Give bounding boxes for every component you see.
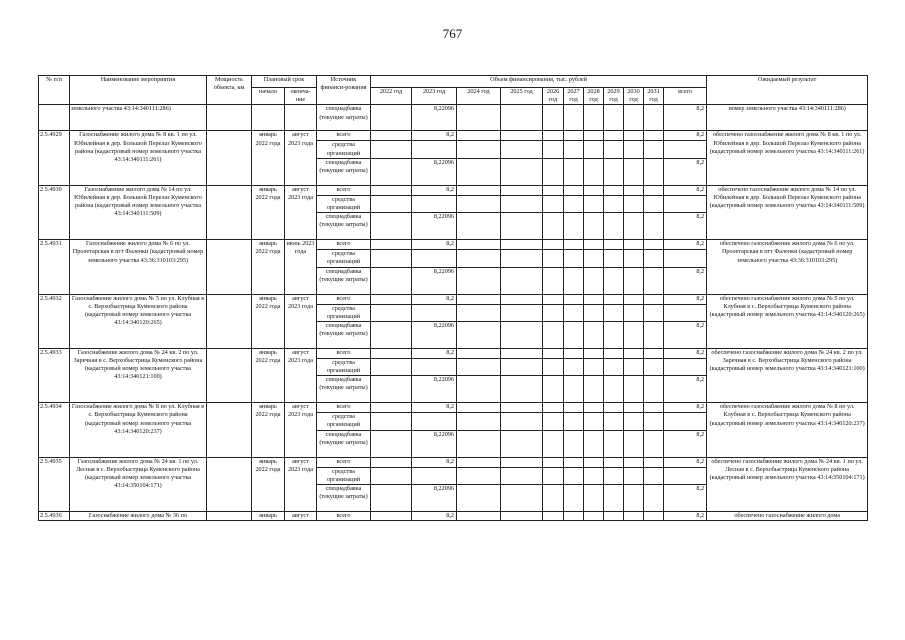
source-spec: спецнадбавка (текущие затраты) — [317, 158, 371, 185]
table-body — [39, 105, 868, 521]
table-row — [39, 403, 868, 413]
value-total: 8,2 — [664, 321, 707, 348]
source-total: всего — [317, 185, 371, 195]
row-start: январь 2022 года — [252, 185, 285, 239]
row-result: обеспечено газоснабжение жилого дома № 24 кв. 1 по ул. Лесная в с. Верхобыстрица Куменского района (кадастровый номер земельного участка 43:14:350104:171) — [707, 457, 868, 511]
row-end: август 2023 года — [285, 131, 317, 185]
table-row — [39, 294, 868, 304]
header-name: Наименование мероприятия — [70, 76, 207, 105]
value-2023: 8,22096 — [412, 321, 457, 348]
header-period: Плановый срок — [252, 76, 317, 88]
value-total: 8,2 — [664, 240, 707, 250]
header-year: 2022 год — [371, 88, 412, 105]
source-spec: спецнадбавка (текущие затраты) — [317, 485, 371, 512]
value-2023: 8,22096 — [412, 213, 457, 240]
row-num: 2.5.4936 — [39, 512, 70, 521]
header-capacity: Мощность объекта, км — [207, 76, 252, 105]
row-num: 2.5.4930 — [39, 185, 70, 239]
table-row — [39, 512, 868, 521]
value-2023: 8,22096 — [412, 267, 457, 294]
table-row — [39, 240, 868, 250]
value-2023: 8,2 — [412, 457, 457, 467]
value-2023: 8,2 — [412, 131, 457, 141]
value-total: 8,2 — [664, 213, 707, 240]
source-spec: спецнадбавка (текущие затраты) — [317, 430, 371, 457]
row-result: обеспечено газоснабжение жилого дома № 8 по ул. Клубная в с. Верхобыстрица Куменского района (кадастровый номер земельного участка 43:14:340120:237) — [707, 403, 868, 457]
source-org: средства организаций — [317, 195, 371, 212]
header-year: 2027 год — [564, 88, 584, 105]
row-num: 2.5.4932 — [39, 294, 70, 348]
row-end: август 2023 года — [285, 348, 317, 402]
carry-result: номер земельного участка 43:14:340111:286) — [707, 105, 868, 131]
value-total: 8,2 — [664, 512, 707, 521]
header-year: 2024 год — [457, 88, 501, 105]
source-org: средства организаций — [317, 141, 371, 158]
row-result: обеспечено газоснабжение жилого дома № 14 по ул. Юбилейная в дер. Большой Перелаз Куменского района (кадастровый номер земельного участка 43:14:340111:509) — [707, 185, 868, 239]
carry-row — [39, 105, 868, 131]
row-name: Газоснабжение жилого дома № 6 по ул. Пролетарская в пгт Фаленки (кадастровый номер земельного участка 43:36:310103:295) — [70, 240, 207, 294]
row-name: Газоснабжение жилого дома № 36 по — [70, 512, 207, 521]
row-end: август 2023 года — [285, 294, 317, 348]
header-result: Ожидаемый результат — [707, 76, 868, 105]
row-num: 2.5.4935 — [39, 457, 70, 511]
header-source: Источник финанси-рования — [317, 76, 371, 105]
header-funding: Объем финансирования, тыс. рублей — [371, 76, 707, 88]
table-row — [39, 131, 868, 141]
value-total: 8,2 — [664, 158, 707, 185]
header-end: оконча-ние — [285, 88, 317, 105]
row-start: январь 2022 года — [252, 131, 285, 185]
header-total: всего — [664, 88, 707, 105]
row-name: Газоснабжение жилого дома № 24 кв. 2 по ул. Заречная в с. Верхобыстрица Куменского района (кадастровый номер земельного участка 43:14:340121:100) — [70, 348, 207, 402]
source-spec: спецнадбавка (текущие затраты) — [317, 321, 371, 348]
source-spec: спецнадбавка (текущие затраты) — [317, 213, 371, 240]
row-end: июнь 2023 года — [285, 240, 317, 294]
row-result: обеспечено газоснабжение жилого дома № 6 по ул. Пролетарская в пгт Фаленки (кадастровый номер земельного участка 43:36:310103:295) — [707, 240, 868, 294]
table-row — [39, 457, 868, 467]
value-2023: 8,2 — [412, 294, 457, 304]
row-num: 2.5.4931 — [39, 240, 70, 294]
source-total: всего — [317, 403, 371, 413]
value-total: 8,2 — [664, 403, 707, 413]
row-name: Газоснабжение жилого дома № 14 по ул. Юбилейная в дер. Большой Перелаз Куменского района (кадастровый номер земельного участка 43:14:340111:509) — [70, 185, 207, 239]
table-row — [39, 348, 868, 358]
row-name: Газоснабжение жилого дома № 24 кв. 1 по ул. Лесная в с. Верхобыстрица Куменского района (кадастровый номер земельного участка 43:14:350104:171) — [70, 457, 207, 511]
value-2023: 8,22096 — [412, 430, 457, 457]
source-org: средства организаций — [317, 358, 371, 375]
row-result: обеспечено газоснабжение жилого дома № 24 кв. 2 по ул. Заречная в с. Верхобыстрица Куменского района (кадастровый номер земельного участка 43:14:340121:100) — [707, 348, 868, 402]
row-start: январь 2022 года — [252, 348, 285, 402]
row-num: 2.5.4933 — [39, 348, 70, 402]
row-num: 2.5.4929 — [39, 131, 70, 185]
value-2023: 8,22096 — [412, 158, 457, 185]
value-total: 8,2 — [664, 430, 707, 457]
header-year: 2030 год — [624, 88, 644, 105]
value-total: 8,2 — [664, 131, 707, 141]
funding-table — [38, 75, 868, 521]
value-2023: 8,2 — [412, 512, 457, 521]
source-org: средства организаций — [317, 304, 371, 321]
source-org: средства организаций — [317, 467, 371, 484]
source-org: средства организаций — [317, 413, 371, 430]
value-2023: 8,2 — [412, 403, 457, 413]
row-result: обеспечено газоснабжение жилого дома № 5 по ул. Клубная в с. Верхобыстрица Куменского района (кадастровый номер земельного участка 43:14:340120:265) — [707, 294, 868, 348]
value-2023: 8,22096 — [412, 485, 457, 512]
header-year: 2026 год — [543, 88, 564, 105]
header-year: 2031 год — [644, 88, 664, 105]
row-name: Газоснабжение жилого дома № 8 по ул. Клубная в с. Верхобыстрица Куменского района (кадастровый номер земельного участка 43:14:340120:237) — [70, 403, 207, 457]
row-end: август — [285, 512, 317, 521]
value-total: 8,2 — [664, 457, 707, 467]
row-name: Газоснабжение жилого дома № 5 по ул. Клубная в с. Верхобыстрица Куменского района (кадастровый номер земельного участка 43:14:340120:265) — [70, 294, 207, 348]
header-start: начало — [252, 88, 285, 105]
source-total: всего — [317, 512, 371, 521]
value-total: 8,2 — [664, 376, 707, 403]
source-total: всего — [317, 348, 371, 358]
source-spec: спецнадбавка (текущие затраты) — [317, 267, 371, 294]
carry-2023: 8,22096 — [412, 105, 457, 131]
table-row — [39, 185, 868, 195]
source-spec: спецнадбавка (текущие затраты) — [317, 376, 371, 403]
source-total: всего — [317, 131, 371, 141]
row-end: август 2023 года — [285, 185, 317, 239]
header-year: 2029 год — [604, 88, 624, 105]
value-2023: 8,2 — [412, 185, 457, 195]
value-2023: 8,22096 — [412, 376, 457, 403]
row-start: январь — [252, 512, 285, 521]
page-number: 767 — [442, 26, 463, 41]
value-2023: 8,2 — [412, 240, 457, 250]
row-start: январь 2022 года — [252, 294, 285, 348]
header-year: 2025 год — [501, 88, 543, 105]
row-result: обеспечено газоснабжение жилого дома № 8 кв. 1 по ул. Юбилейная в дер. Большой Перелаз Куменского района (кадастровый номер земельного участка 43:14:340111:261) — [707, 131, 868, 185]
row-start: январь 2022 года — [252, 457, 285, 511]
row-end: август 2023 года — [285, 403, 317, 457]
header-year: 2023 год — [412, 88, 457, 105]
header-year: 2028 год — [584, 88, 604, 105]
carry-name: земельного участка 43:14:340111:286) — [70, 105, 207, 131]
row-num: 2.5.4934 — [39, 403, 70, 457]
carry-total: 8,2 — [664, 105, 707, 131]
row-result: обеспечено газоснабжение жилого дома — [707, 512, 868, 521]
row-end: август 2023 года — [285, 457, 317, 511]
row-name: Газоснабжение жилого дома № 8 кв. 1 по ул. Юбилейная в дер. Большой Перелаз Куменского района (кадастровый номер земельного участка 43:14:340111:261) — [70, 131, 207, 185]
source-total: всего — [317, 294, 371, 304]
value-total: 8,2 — [664, 185, 707, 195]
row-start: январь 2022 года — [252, 240, 285, 294]
source-total: всего — [317, 240, 371, 250]
value-2023: 8,2 — [412, 348, 457, 358]
header-num: № п/п — [39, 76, 70, 105]
value-total: 8,2 — [664, 348, 707, 358]
carry-source: спецнадбавка (текущие затраты) — [317, 105, 371, 131]
source-org: средства организаций — [317, 250, 371, 267]
table-header — [39, 76, 868, 105]
row-start: январь 2022 года — [252, 403, 285, 457]
value-total: 8,2 — [664, 485, 707, 512]
value-total: 8,2 — [664, 294, 707, 304]
value-total: 8,2 — [664, 267, 707, 294]
source-total: всего — [317, 457, 371, 467]
